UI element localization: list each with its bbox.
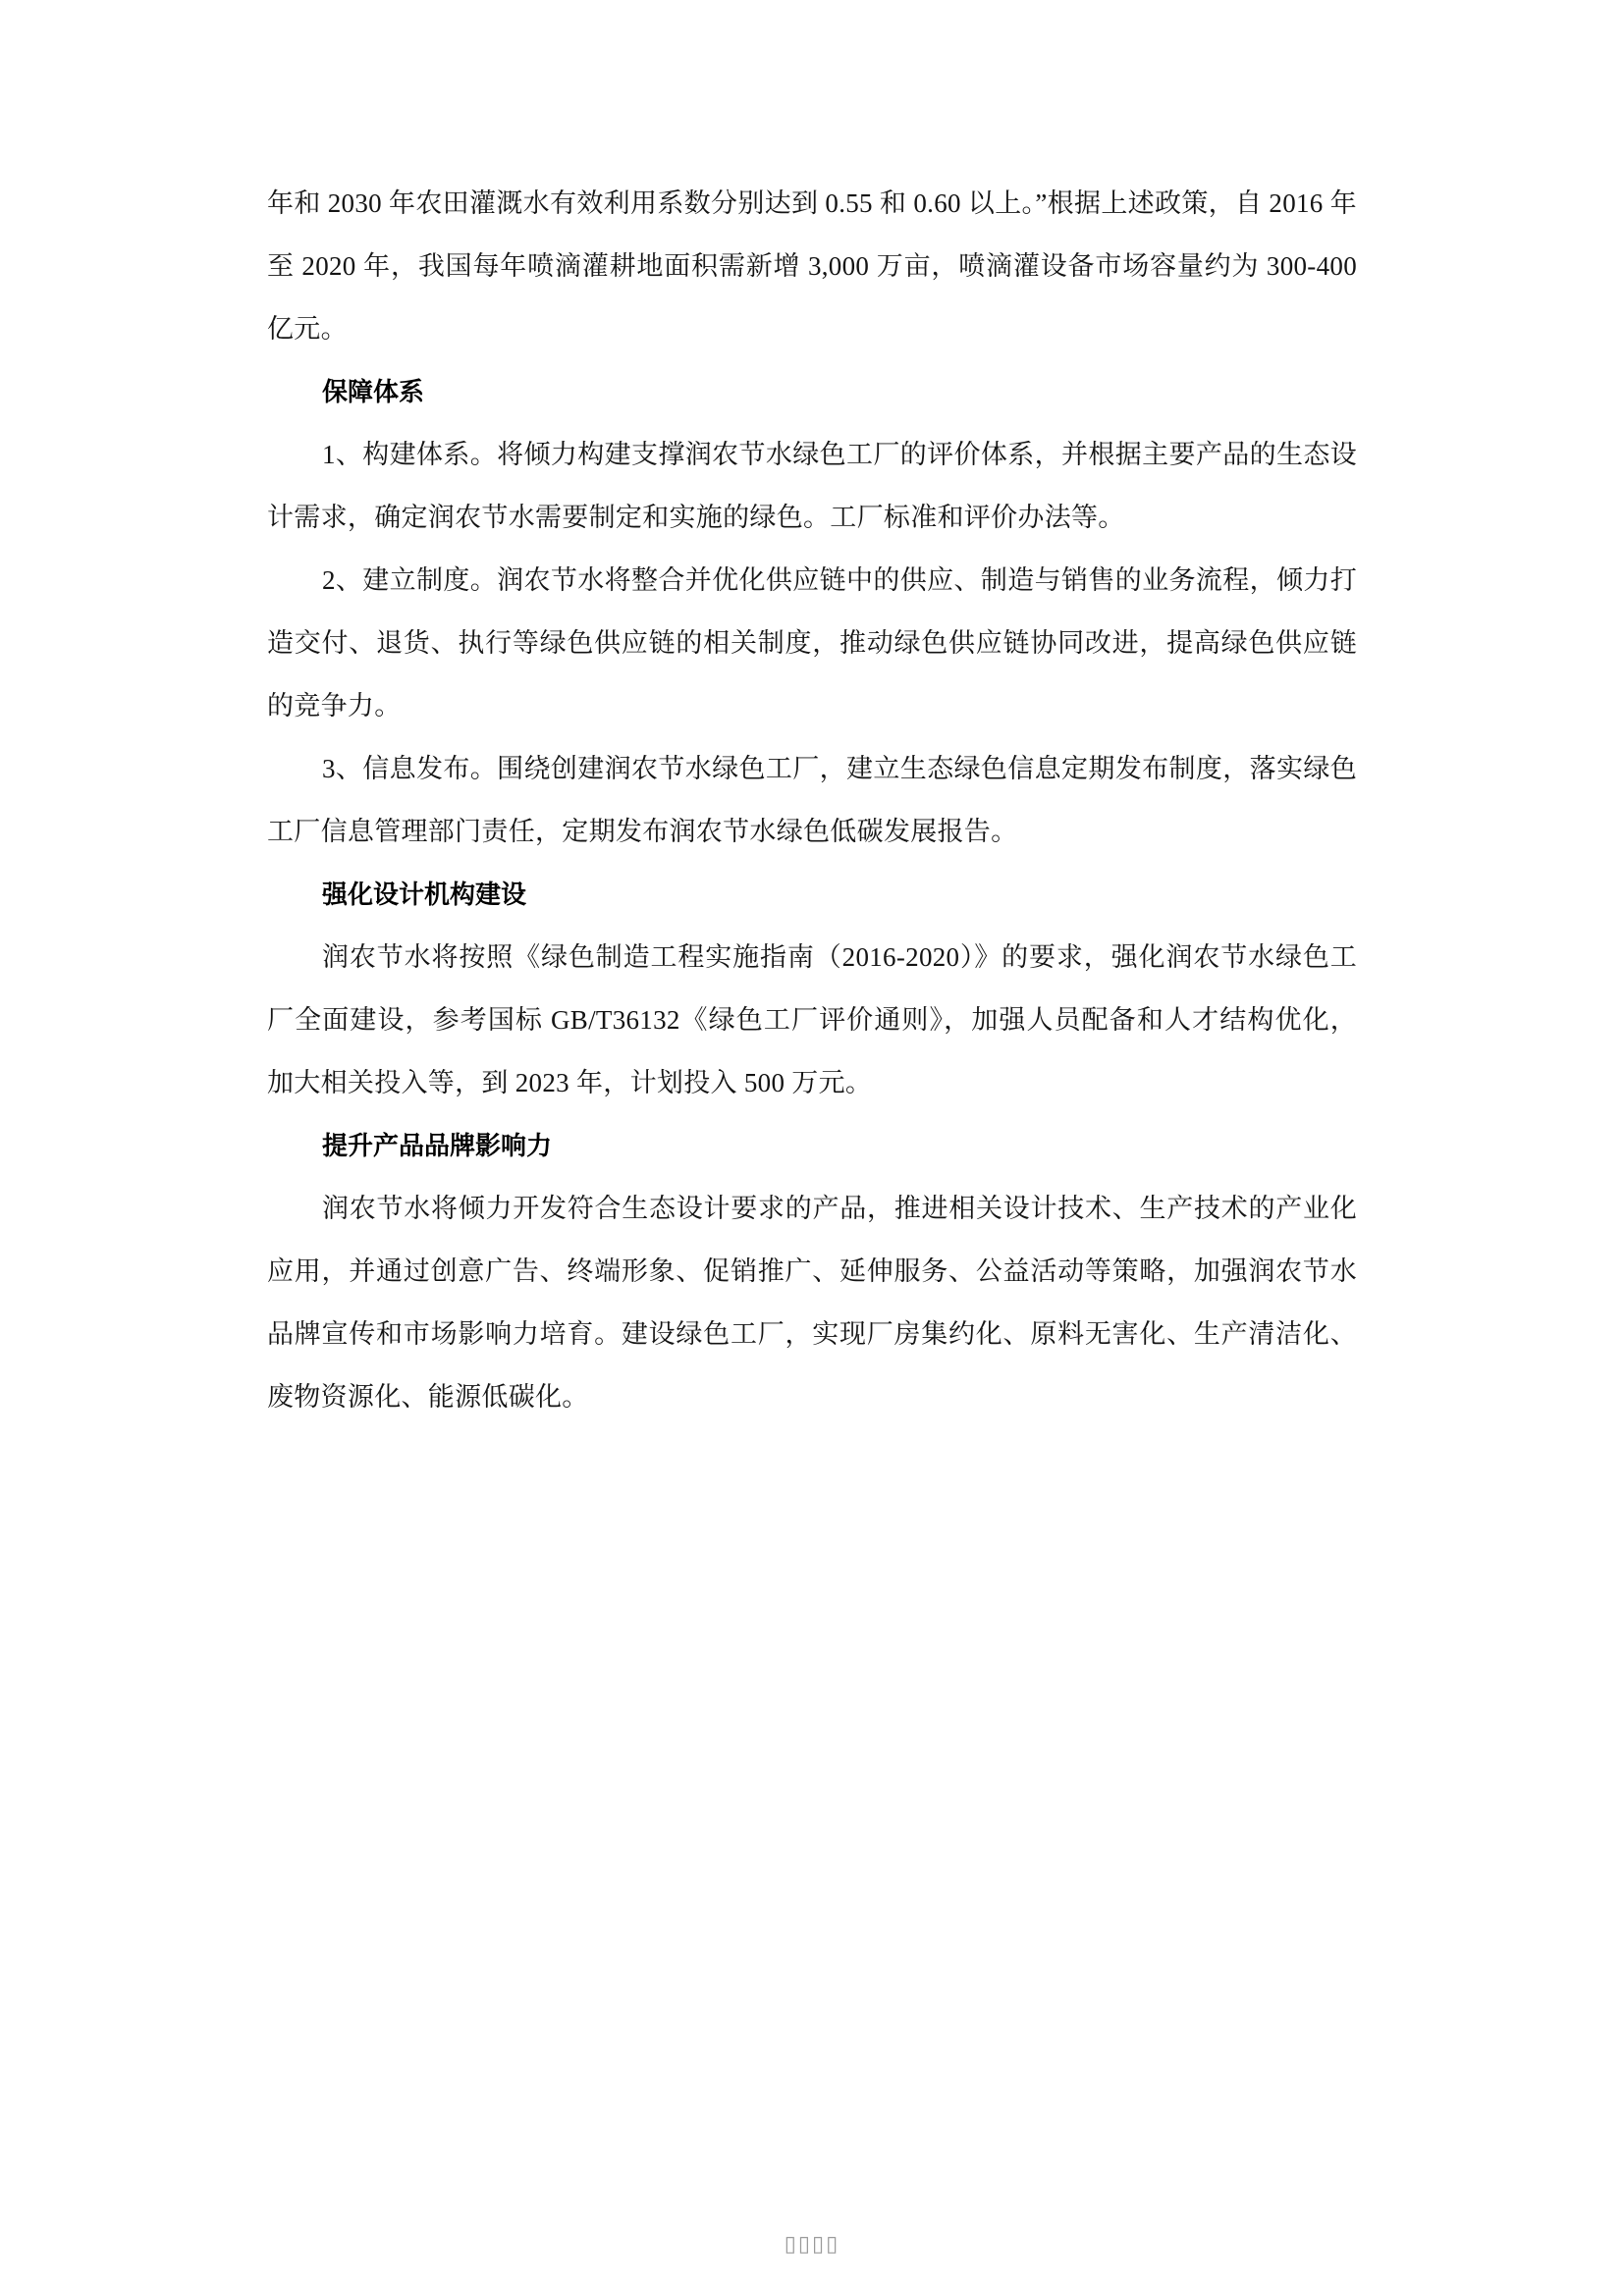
page-footer: ▯▯▯▯ bbox=[784, 2231, 840, 2256]
paragraph-establish-institution: 2、建立制度。润农节水将整合并优化供应链中的供应、制造与销售的业务流程，倾力打造交付、退货、执行等绿色供应链的相关制度，推动绿色供应链协同改进，提高绿色供应链的竞争力。 bbox=[267, 565, 1357, 721]
heading-design-organization: 强化设计机构建设 bbox=[322, 880, 527, 909]
paragraph-information-release: 3、信息发布。围绕创建润农节水绿色工厂，建立生态绿色信息定期发布制度，落实绿色工厂信息管理部门责任，定期发布润农节水绿色低碳发展报告。 bbox=[267, 754, 1357, 846]
paragraph-intro: 年和 2030 年农田灌溉水有效利用系数分别达到 0.55 和 0.60 以上。”根据上述政策，自 2016 年至 2020 年，我国每年喷滴灌耕地面积需新增 3,000 万亩，喷滴灌设备市场容量约为 300-400 亿元。 bbox=[267, 188, 1357, 344]
document-body bbox=[267, 172, 1357, 1428]
paragraph-build-system: 1、构建体系。将倾力构建支撑润农节水绿色工厂的评价体系，并根据主要产品的生态设计需求，确定润农节水需要制定和实施的绿色。工厂标准和评价办法等。 bbox=[267, 440, 1357, 532]
paragraph-design-organization-body: 润农节水将按照《绿色制造工程实施指南（2016-2020）》的要求，强化润农节水绿色工厂全面建设，参考国标 GB/T36132《绿色工厂评价通则》，加强人员配备和人才结构优化， 加大相关投入等，到 2023 年，计划投入 500 万元。 bbox=[267, 942, 1357, 1097]
paragraph-brand-influence-body: 润农节水将倾力开发符合生态设计要求的产品，推进相关设计技术、生产技术的产业化应用，并通过创意广告、终端形象、促销推广、延伸服务、公益活动等策略，加强润农节水品牌宣传和市场影响力培育。建设绿色工厂，实现厂房集约化、原料无害化、生产清洁化、废物资源化、能源低碳化。 bbox=[267, 1194, 1357, 1412]
heading-guarantee-system: 保障体系 bbox=[322, 377, 425, 406]
heading-brand-influence: 提升产品品牌影响力 bbox=[322, 1131, 553, 1160]
